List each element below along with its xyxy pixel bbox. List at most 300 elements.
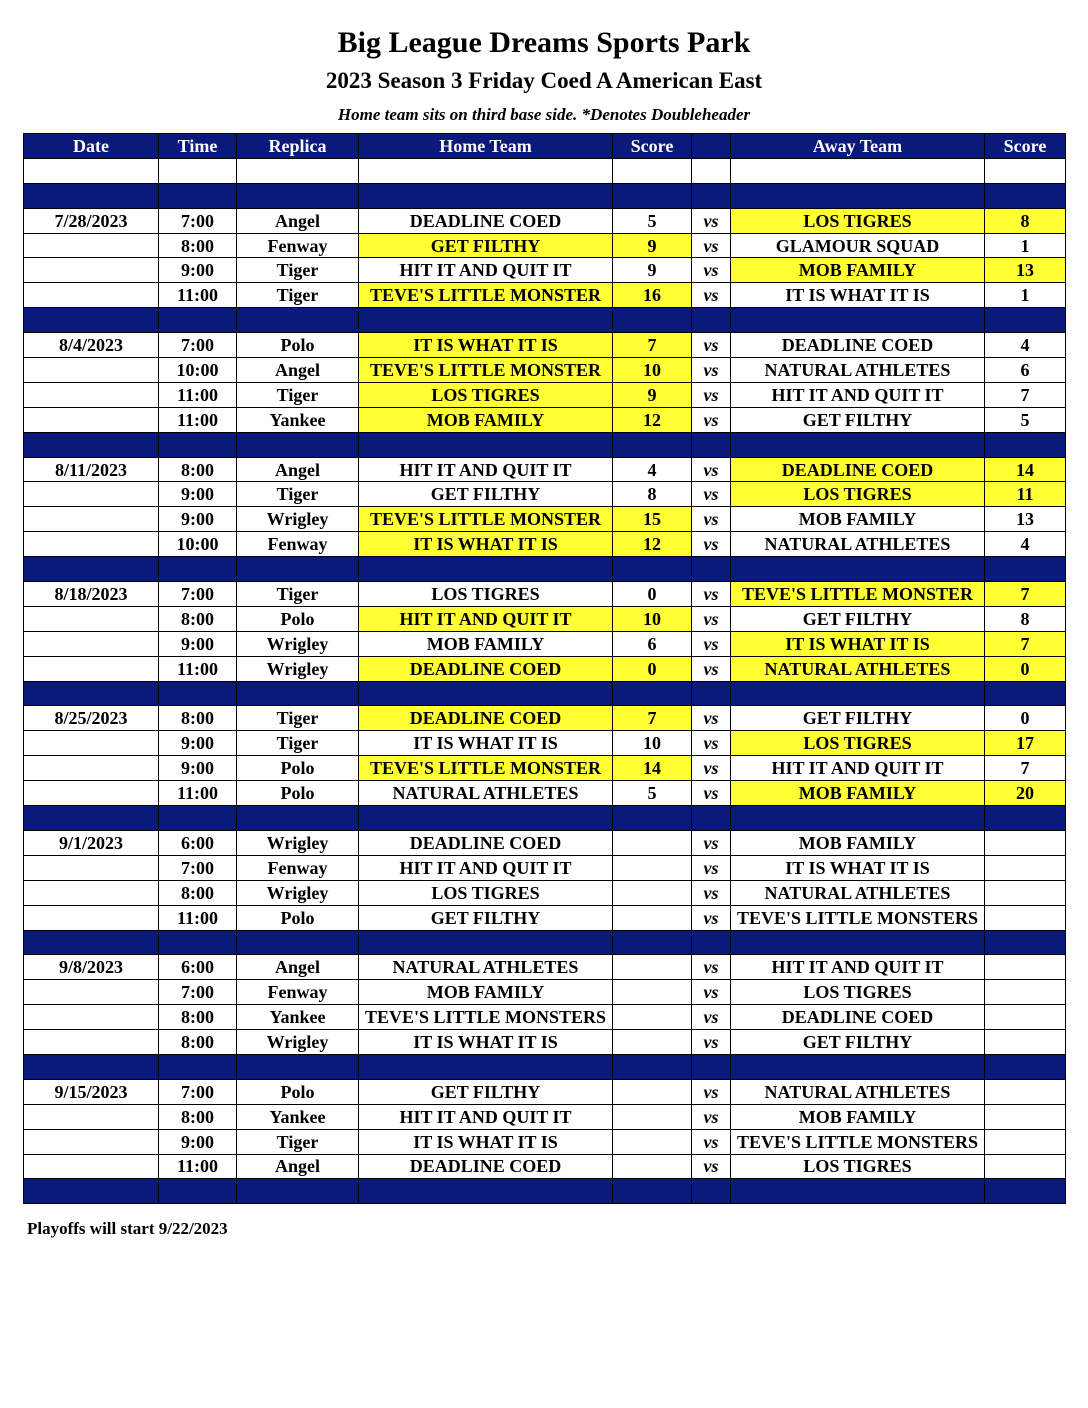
game-time: 8:00	[159, 1030, 237, 1055]
page-title: Big League Dreams Sports Park	[337, 26, 751, 59]
game-row	[24, 358, 1066, 383]
empty-cell	[613, 681, 692, 706]
home-team: MOB FAMILY	[359, 631, 613, 656]
empty-cell	[731, 557, 985, 582]
home-score	[613, 830, 692, 855]
game-replica: Fenway	[237, 532, 359, 557]
vs-label: vs	[692, 606, 731, 631]
home-team: HIT IT AND QUIT IT	[359, 606, 613, 631]
home-score: 10	[613, 731, 692, 756]
game-time: 11:00	[159, 382, 237, 407]
empty-cell	[24, 1054, 159, 1079]
game-time: 7:00	[159, 980, 237, 1005]
home-team: IT IS WHAT IT IS	[359, 1030, 613, 1055]
away-score: 8	[985, 606, 1066, 631]
empty-cell	[237, 806, 359, 831]
empty-cell	[24, 183, 159, 208]
home-team: LOS TIGRES	[359, 880, 613, 905]
away-team: TEVE'S LITTLE MONSTERS	[731, 1129, 985, 1154]
game-time: 11:00	[159, 283, 237, 308]
game-row	[24, 457, 1066, 482]
away-score: 7	[985, 382, 1066, 407]
empty-cell	[692, 1054, 731, 1079]
vs-label: vs	[692, 233, 731, 258]
game-replica: Wrigley	[237, 507, 359, 532]
game-time: 10:00	[159, 358, 237, 383]
empty-cell	[24, 158, 159, 183]
away-score: 8	[985, 208, 1066, 233]
vs-label: vs	[692, 358, 731, 383]
away-score	[985, 955, 1066, 980]
empty-cell	[159, 432, 237, 457]
vs-label: vs	[692, 855, 731, 880]
empty-cell	[613, 1054, 692, 1079]
game-time: 11:00	[159, 656, 237, 681]
vs-label: vs	[692, 482, 731, 507]
home-score: 9	[613, 258, 692, 283]
empty-cell	[731, 1054, 985, 1079]
home-team: TEVE'S LITTLE MONSTER	[359, 283, 613, 308]
vs-label: vs	[692, 1079, 731, 1104]
game-time: 8:00	[159, 457, 237, 482]
vs-label: vs	[692, 333, 731, 358]
game-row	[24, 507, 1066, 532]
empty-cell	[359, 806, 613, 831]
game-time: 9:00	[159, 482, 237, 507]
empty-cell	[613, 158, 692, 183]
away-team: MOB FAMILY	[731, 830, 985, 855]
game-date: 7/28/2023	[24, 208, 159, 233]
away-team: LOS TIGRES	[731, 1154, 985, 1179]
empty-cell	[24, 382, 159, 407]
game-time: 9:00	[159, 631, 237, 656]
away-score: 13	[985, 258, 1066, 283]
empty-cell	[731, 930, 985, 955]
empty-cell	[159, 308, 237, 333]
home-score: 14	[613, 756, 692, 781]
empty-cell	[985, 183, 1066, 208]
empty-cell	[613, 557, 692, 582]
home-team: IT IS WHAT IT IS	[359, 731, 613, 756]
empty-cell	[24, 258, 159, 283]
empty-cell	[159, 158, 237, 183]
empty-cell	[359, 158, 613, 183]
away-team: GET FILTHY	[731, 407, 985, 432]
game-replica: Yankee	[237, 407, 359, 432]
game-replica: Wrigley	[237, 880, 359, 905]
game-row	[24, 532, 1066, 557]
home-team: IT IS WHAT IT IS	[359, 532, 613, 557]
empty-cell	[24, 482, 159, 507]
game-row	[24, 606, 1066, 631]
away-score	[985, 1079, 1066, 1104]
away-score	[985, 1154, 1066, 1179]
empty-cell	[692, 183, 731, 208]
game-replica: Wrigley	[237, 631, 359, 656]
home-score: 7	[613, 333, 692, 358]
home-team: MOB FAMILY	[359, 407, 613, 432]
home-score	[613, 1104, 692, 1129]
empty-cell	[359, 432, 613, 457]
game-replica: Tiger	[237, 258, 359, 283]
vs-label: vs	[692, 1129, 731, 1154]
game-time: 11:00	[159, 1154, 237, 1179]
game-row	[24, 1079, 1066, 1104]
week-separator-row	[24, 557, 1066, 582]
game-row	[24, 756, 1066, 781]
empty-cell	[237, 183, 359, 208]
away-team: LOS TIGRES	[731, 208, 985, 233]
away-score: 7	[985, 756, 1066, 781]
game-replica: Polo	[237, 1079, 359, 1104]
game-date: 8/11/2023	[24, 457, 159, 482]
column-header	[692, 134, 731, 159]
empty-cell	[159, 806, 237, 831]
away-score: 1	[985, 283, 1066, 308]
home-team: LOS TIGRES	[359, 582, 613, 607]
game-time: 8:00	[159, 706, 237, 731]
away-team: NATURAL ATHLETES	[731, 880, 985, 905]
game-time: 11:00	[159, 905, 237, 930]
vs-label: vs	[692, 781, 731, 806]
home-score	[613, 980, 692, 1005]
home-team: DEADLINE COED	[359, 830, 613, 855]
home-team: GET FILTHY	[359, 482, 613, 507]
away-score	[985, 855, 1066, 880]
empty-cell	[359, 681, 613, 706]
column-header: Home Team	[359, 134, 613, 159]
home-team: LOS TIGRES	[359, 382, 613, 407]
empty-cell	[237, 432, 359, 457]
home-score: 0	[613, 582, 692, 607]
game-time: 6:00	[159, 955, 237, 980]
away-team: NATURAL ATHLETES	[731, 532, 985, 557]
empty-cell	[24, 1129, 159, 1154]
home-team: IT IS WHAT IT IS	[359, 1129, 613, 1154]
game-replica: Wrigley	[237, 830, 359, 855]
empty-cell	[24, 905, 159, 930]
empty-cell	[24, 1179, 159, 1204]
vs-label: vs	[692, 457, 731, 482]
game-time: 8:00	[159, 606, 237, 631]
home-score: 10	[613, 606, 692, 631]
empty-cell	[359, 308, 613, 333]
empty-cell	[24, 681, 159, 706]
game-time: 11:00	[159, 407, 237, 432]
empty-cell	[159, 930, 237, 955]
vs-label: vs	[692, 258, 731, 283]
away-team: MOB FAMILY	[731, 507, 985, 532]
empty-cell	[985, 308, 1066, 333]
empty-cell	[692, 308, 731, 333]
empty-cell	[731, 308, 985, 333]
away-team: NATURAL ATHLETES	[731, 1079, 985, 1104]
game-date: 9/15/2023	[24, 1079, 159, 1104]
empty-cell	[24, 1154, 159, 1179]
home-team: MOB FAMILY	[359, 980, 613, 1005]
empty-cell	[24, 358, 159, 383]
empty-cell	[24, 283, 159, 308]
home-score: 6	[613, 631, 692, 656]
table-header-row	[24, 134, 1066, 159]
game-time: 9:00	[159, 258, 237, 283]
away-score: 0	[985, 656, 1066, 681]
game-row	[24, 582, 1066, 607]
game-replica: Tiger	[237, 482, 359, 507]
empty-cell	[985, 930, 1066, 955]
away-score: 5	[985, 407, 1066, 432]
empty-cell	[237, 681, 359, 706]
empty-cell	[24, 606, 159, 631]
home-score	[613, 880, 692, 905]
home-score	[613, 855, 692, 880]
vs-label: vs	[692, 756, 731, 781]
week-separator-row	[24, 432, 1066, 457]
home-team: NATURAL ATHLETES	[359, 781, 613, 806]
game-row	[24, 233, 1066, 258]
game-time: 9:00	[159, 731, 237, 756]
away-team: HIT IT AND QUIT IT	[731, 382, 985, 407]
away-score	[985, 1005, 1066, 1030]
empty-cell	[359, 183, 613, 208]
home-team: GET FILTHY	[359, 1079, 613, 1104]
home-team: GET FILTHY	[359, 905, 613, 930]
home-score: 9	[613, 382, 692, 407]
empty-cell	[731, 806, 985, 831]
away-team: IT IS WHAT IT IS	[731, 855, 985, 880]
game-replica: Polo	[237, 606, 359, 631]
away-team: MOB FAMILY	[731, 258, 985, 283]
home-score: 5	[613, 781, 692, 806]
home-score: 9	[613, 233, 692, 258]
home-score	[613, 1154, 692, 1179]
game-time: 8:00	[159, 880, 237, 905]
game-replica: Yankee	[237, 1104, 359, 1129]
away-score	[985, 1030, 1066, 1055]
home-score: 8	[613, 482, 692, 507]
home-score: 10	[613, 358, 692, 383]
game-replica: Wrigley	[237, 656, 359, 681]
home-team: TEVE'S LITTLE MONSTER	[359, 507, 613, 532]
empty-cell	[24, 631, 159, 656]
away-team: HIT IT AND QUIT IT	[731, 756, 985, 781]
home-team: DEADLINE COED	[359, 1154, 613, 1179]
game-replica: Fenway	[237, 980, 359, 1005]
week-separator-row	[24, 930, 1066, 955]
empty-cell	[237, 1054, 359, 1079]
week-separator-row	[24, 1054, 1066, 1079]
game-time: 10:00	[159, 532, 237, 557]
home-team: HIT IT AND QUIT IT	[359, 1104, 613, 1129]
away-score: 0	[985, 706, 1066, 731]
column-header: Score	[985, 134, 1066, 159]
game-row	[24, 1154, 1066, 1179]
home-score: 7	[613, 706, 692, 731]
vs-label: vs	[692, 1030, 731, 1055]
away-team: GET FILTHY	[731, 606, 985, 631]
home-team: TEVE'S LITTLE MONSTER	[359, 756, 613, 781]
away-team: DEADLINE COED	[731, 333, 985, 358]
column-header: Score	[613, 134, 692, 159]
game-time: 7:00	[159, 333, 237, 358]
empty-cell	[24, 1005, 159, 1030]
empty-cell	[24, 806, 159, 831]
home-team: DEADLINE COED	[359, 208, 613, 233]
game-row	[24, 258, 1066, 283]
empty-cell	[237, 930, 359, 955]
empty-cell	[24, 930, 159, 955]
empty-cell	[731, 158, 985, 183]
empty-cell	[24, 432, 159, 457]
empty-cell	[24, 557, 159, 582]
empty-cell	[613, 806, 692, 831]
empty-cell	[985, 557, 1066, 582]
empty-cell	[24, 308, 159, 333]
game-row	[24, 706, 1066, 731]
game-replica: Yankee	[237, 1005, 359, 1030]
empty-cell	[692, 1179, 731, 1204]
away-team: GET FILTHY	[731, 1030, 985, 1055]
game-time: 9:00	[159, 756, 237, 781]
home-team: HIT IT AND QUIT IT	[359, 855, 613, 880]
home-team: NATURAL ATHLETES	[359, 955, 613, 980]
empty-cell	[731, 432, 985, 457]
vs-label: vs	[692, 1154, 731, 1179]
empty-cell	[692, 158, 731, 183]
home-team: HIT IT AND QUIT IT	[359, 258, 613, 283]
game-row	[24, 333, 1066, 358]
vs-label: vs	[692, 208, 731, 233]
game-replica: Angel	[237, 208, 359, 233]
game-time: 7:00	[159, 582, 237, 607]
empty-cell	[731, 1179, 985, 1204]
week-separator-row	[24, 681, 1066, 706]
empty-cell	[985, 432, 1066, 457]
home-score	[613, 955, 692, 980]
home-score: 12	[613, 407, 692, 432]
page-subtitle: 2023 Season 3 Friday Coed A American East	[325, 68, 763, 93]
game-row	[24, 731, 1066, 756]
game-row	[24, 781, 1066, 806]
game-row	[24, 482, 1066, 507]
game-date: 8/25/2023	[24, 706, 159, 731]
empty-cell	[359, 930, 613, 955]
away-team: HIT IT AND QUIT IT	[731, 955, 985, 980]
game-replica: Tiger	[237, 731, 359, 756]
blank-row	[24, 158, 1066, 183]
empty-cell	[692, 557, 731, 582]
home-team: IT IS WHAT IT IS	[359, 333, 613, 358]
week-separator-row	[24, 1179, 1066, 1204]
home-score	[613, 1079, 692, 1104]
game-time: 7:00	[159, 208, 237, 233]
home-score: 12	[613, 532, 692, 557]
game-row	[24, 1129, 1066, 1154]
away-score: 4	[985, 333, 1066, 358]
game-replica: Polo	[237, 905, 359, 930]
column-header: Date	[24, 134, 159, 159]
empty-cell	[24, 731, 159, 756]
game-time: 7:00	[159, 1079, 237, 1104]
vs-label: vs	[692, 1005, 731, 1030]
game-replica: Wrigley	[237, 1030, 359, 1055]
empty-cell	[24, 1030, 159, 1055]
home-team: DEADLINE COED	[359, 706, 613, 731]
game-replica: Angel	[237, 1154, 359, 1179]
game-time: 9:00	[159, 1129, 237, 1154]
empty-cell	[731, 183, 985, 208]
empty-cell	[237, 1179, 359, 1204]
away-score: 7	[985, 631, 1066, 656]
game-replica: Tiger	[237, 283, 359, 308]
away-team: IT IS WHAT IT IS	[731, 283, 985, 308]
page-note: Home team sits on third base side. *Denotes Doubleheader	[337, 105, 751, 124]
empty-cell	[24, 656, 159, 681]
game-replica: Angel	[237, 358, 359, 383]
empty-cell	[985, 1179, 1066, 1204]
vs-label: vs	[692, 507, 731, 532]
away-score	[985, 905, 1066, 930]
away-team: DEADLINE COED	[731, 1005, 985, 1030]
empty-cell	[692, 806, 731, 831]
game-row	[24, 1030, 1066, 1055]
away-score	[985, 830, 1066, 855]
away-score: 13	[985, 507, 1066, 532]
away-team: LOS TIGRES	[731, 980, 985, 1005]
column-header: Away Team	[731, 134, 985, 159]
empty-cell	[159, 557, 237, 582]
away-team: NATURAL ATHLETES	[731, 358, 985, 383]
vs-label: vs	[692, 582, 731, 607]
game-replica: Tiger	[237, 382, 359, 407]
away-score: 14	[985, 457, 1066, 482]
home-score	[613, 1129, 692, 1154]
empty-cell	[159, 1054, 237, 1079]
schedule-table	[23, 133, 1066, 1204]
empty-cell	[237, 158, 359, 183]
vs-label: vs	[692, 706, 731, 731]
game-row	[24, 407, 1066, 432]
empty-cell	[24, 407, 159, 432]
home-team: TEVE'S LITTLE MONSTER	[359, 358, 613, 383]
empty-cell	[692, 681, 731, 706]
empty-cell	[24, 781, 159, 806]
vs-label: vs	[692, 407, 731, 432]
column-header: Time	[159, 134, 237, 159]
empty-cell	[24, 756, 159, 781]
away-team: MOB FAMILY	[731, 1104, 985, 1129]
home-team: HIT IT AND QUIT IT	[359, 457, 613, 482]
game-replica: Polo	[237, 333, 359, 358]
away-score: 20	[985, 781, 1066, 806]
playoffs-note: Playoffs will start 9/22/2023	[27, 1219, 228, 1238]
game-row	[24, 955, 1066, 980]
empty-cell	[613, 183, 692, 208]
vs-label: vs	[692, 880, 731, 905]
vs-label: vs	[692, 905, 731, 930]
empty-cell	[731, 681, 985, 706]
home-score	[613, 1005, 692, 1030]
empty-cell	[613, 432, 692, 457]
away-score: 7	[985, 582, 1066, 607]
game-date: 9/1/2023	[24, 830, 159, 855]
game-replica: Tiger	[237, 1129, 359, 1154]
away-team: LOS TIGRES	[731, 482, 985, 507]
empty-cell	[24, 507, 159, 532]
away-team: DEADLINE COED	[731, 457, 985, 482]
game-date: 9/8/2023	[24, 955, 159, 980]
empty-cell	[237, 308, 359, 333]
